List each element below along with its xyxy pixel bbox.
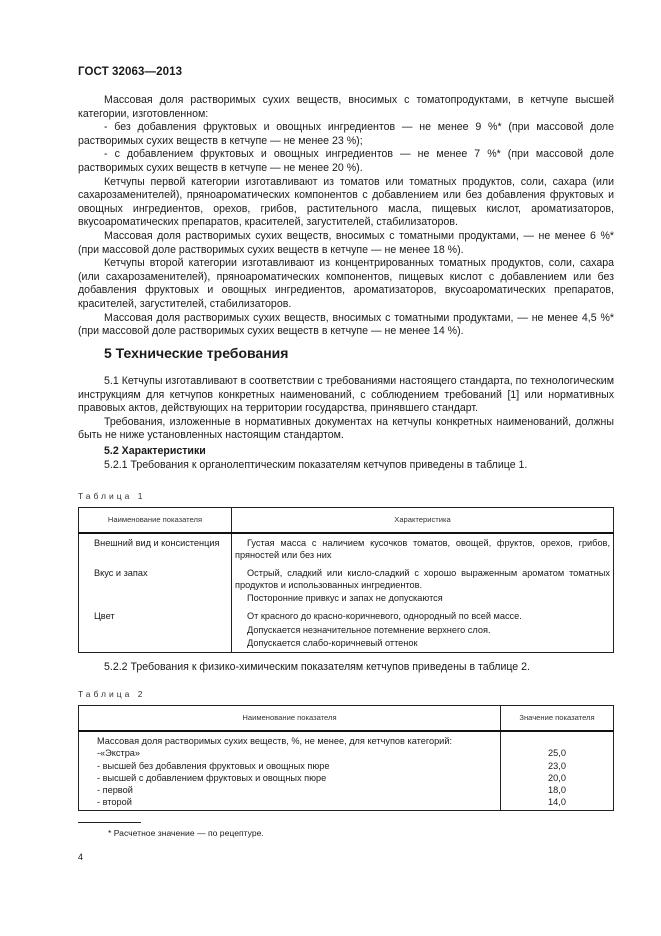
row-name: - высшей с добавлением фруктовых и овощных пюре [79, 772, 501, 784]
intro-section [78, 94, 614, 339]
standard-id-header: ГОСТ 32063—2013 [78, 66, 183, 78]
column-header: Характеристика [232, 508, 614, 534]
row-name: -«Экстра» [79, 747, 501, 759]
page-number: 4 [78, 852, 84, 862]
row-value: Острый, сладкий или кисло-сладкий с хорошо выраженным ароматом томатных продуктов и использованных ингредиентов. [235, 567, 610, 590]
row-name: - второй [79, 796, 501, 810]
table-row [79, 533, 614, 563]
row-value: Густая масса с наличием кусочков томатов, овощей, фруктов, орехов, грибов, пряностей или без них [235, 538, 610, 561]
table-2 [78, 705, 614, 811]
table-1-caption: Таблица 1 [78, 491, 146, 501]
paragraph-5-1: 5.1 Кетчупы изготавливают в соответствии с требованиями настоящего стандарта, по технологическим инструкциям для кетчупов конкретных наименований, с соблюдением требований [1] или нормативных правовых актов, действующих на территории государства, принявшего стандарт. [78, 375, 614, 415]
row-value: 23,0 [501, 760, 614, 772]
footnote: * Расчетное значение — по рецептуре. [108, 828, 264, 838]
paragraph: Кетчупы второй категории изготавливают из концентрированных томатных продуктов, соли, сахара (или сахарозаменителей), пряноароматических компонентов, пищевых кислот с добавлением или без добавления фруктовых и овощных ингредиентов, ароматизаторов, вкусоароматических препаратов, красителей, загустителей, стабилизаторов. [78, 257, 614, 310]
paragraph: Массовая доля растворимых сухих веществ, вносимых с томатопродуктами, в кетчупе высшей категории, изготовленном: [78, 94, 614, 120]
column-header: Наименование показателя [79, 706, 501, 732]
row-name: Массовая доля растворимых сухих веществ, %, не менее, для кетчупов категорий: [79, 731, 501, 747]
table-row [79, 784, 614, 796]
subsection-heading: 5.2 Характеристики [104, 444, 206, 457]
paragraph: Массовая доля растворимых сухих веществ, вносимых с томатными продуктами, — не менее 6 %* (при массовой доле растворимых сухих веществ в кетчупе — не менее 18 %). [78, 229, 614, 256]
table-row [79, 747, 614, 759]
table-row [79, 563, 614, 606]
paragraph-5-2-1: 5.2.1 Требования к органолептическим показателям кетчупов приведены в таблице 1. [104, 458, 528, 471]
table-row [79, 760, 614, 772]
section-5-body [78, 375, 614, 472]
list-item: - с добавлением фруктовых и овощных ингредиентов — не менее 7 %* (при массовой доле растворимых сухих веществ в кетчупе — не менее 20 %). [78, 148, 614, 174]
paragraph: Требования, изложенные в нормативных документах на кетчупы конкретных наименований, должны быть не ниже установленных настоящим стандартом. [78, 415, 614, 442]
section-5-2-2 [78, 661, 614, 675]
column-header: Значение показателя [501, 706, 614, 732]
row-value: 14,0 [501, 796, 614, 810]
table-row [79, 605, 614, 652]
section-heading: 5 Технические требования [104, 345, 289, 361]
row-value: От красного до красно-коричневого, однородный по всей массе. [247, 611, 522, 622]
footnote-divider [78, 822, 141, 823]
paragraph: Кетчупы первой категории изготавливают из томатов или томатных продуктов, соли, сахара (или сахарозаменителей), пряноароматических компонентов с добавлением или без добавления фруктовых и овощных ингредиентов, орехов, грибов, растительного масла, пищевых кислот, ароматизаторов, вкусоароматических препаратов, красителей, загустителей, стабилизаторов. [78, 175, 614, 229]
row-name: - высшей без добавления фруктовых и овощных пюре [79, 760, 501, 772]
paragraph-5-2-2: 5.2.2 Требования к физико-химическим показателям кетчупов приведены в таблице 2. [104, 661, 530, 673]
table-2-caption: Таблица 2 [78, 689, 146, 699]
row-value: Посторонние привкус и запах не допускаются [247, 593, 443, 604]
table-row [79, 796, 614, 810]
column-header: Наименование показателя [79, 508, 232, 534]
row-value: 20,0 [501, 772, 614, 784]
table-1 [78, 507, 614, 653]
row-value: 25,0 [501, 747, 614, 759]
table-row [79, 731, 614, 747]
paragraph: Массовая доля растворимых сухих веществ, вносимых с томатными продуктами, — не менее 4,5 %* (при массовой доле растворимых сухих веществ в кетчупе — не менее 14 %). [78, 311, 614, 338]
row-name: - первой [79, 784, 501, 796]
table-row [79, 772, 614, 784]
row-value: 18,0 [501, 784, 614, 796]
row-name: Цвет [94, 611, 115, 622]
row-name: Вкус и запах [94, 567, 148, 578]
row-value: Допускается слабо-коричневый оттенок [247, 638, 418, 649]
row-name: Внешний вид и консистенция [94, 538, 220, 548]
list-item: - без добавления фруктовых и овощных ингредиентов — не менее 9 %* (при массовой доле растворимых сухих веществ в кетчупе — не менее 23 %); [78, 121, 614, 147]
row-value: Допускается незначительное потемнение верхнего слоя. [247, 624, 491, 635]
